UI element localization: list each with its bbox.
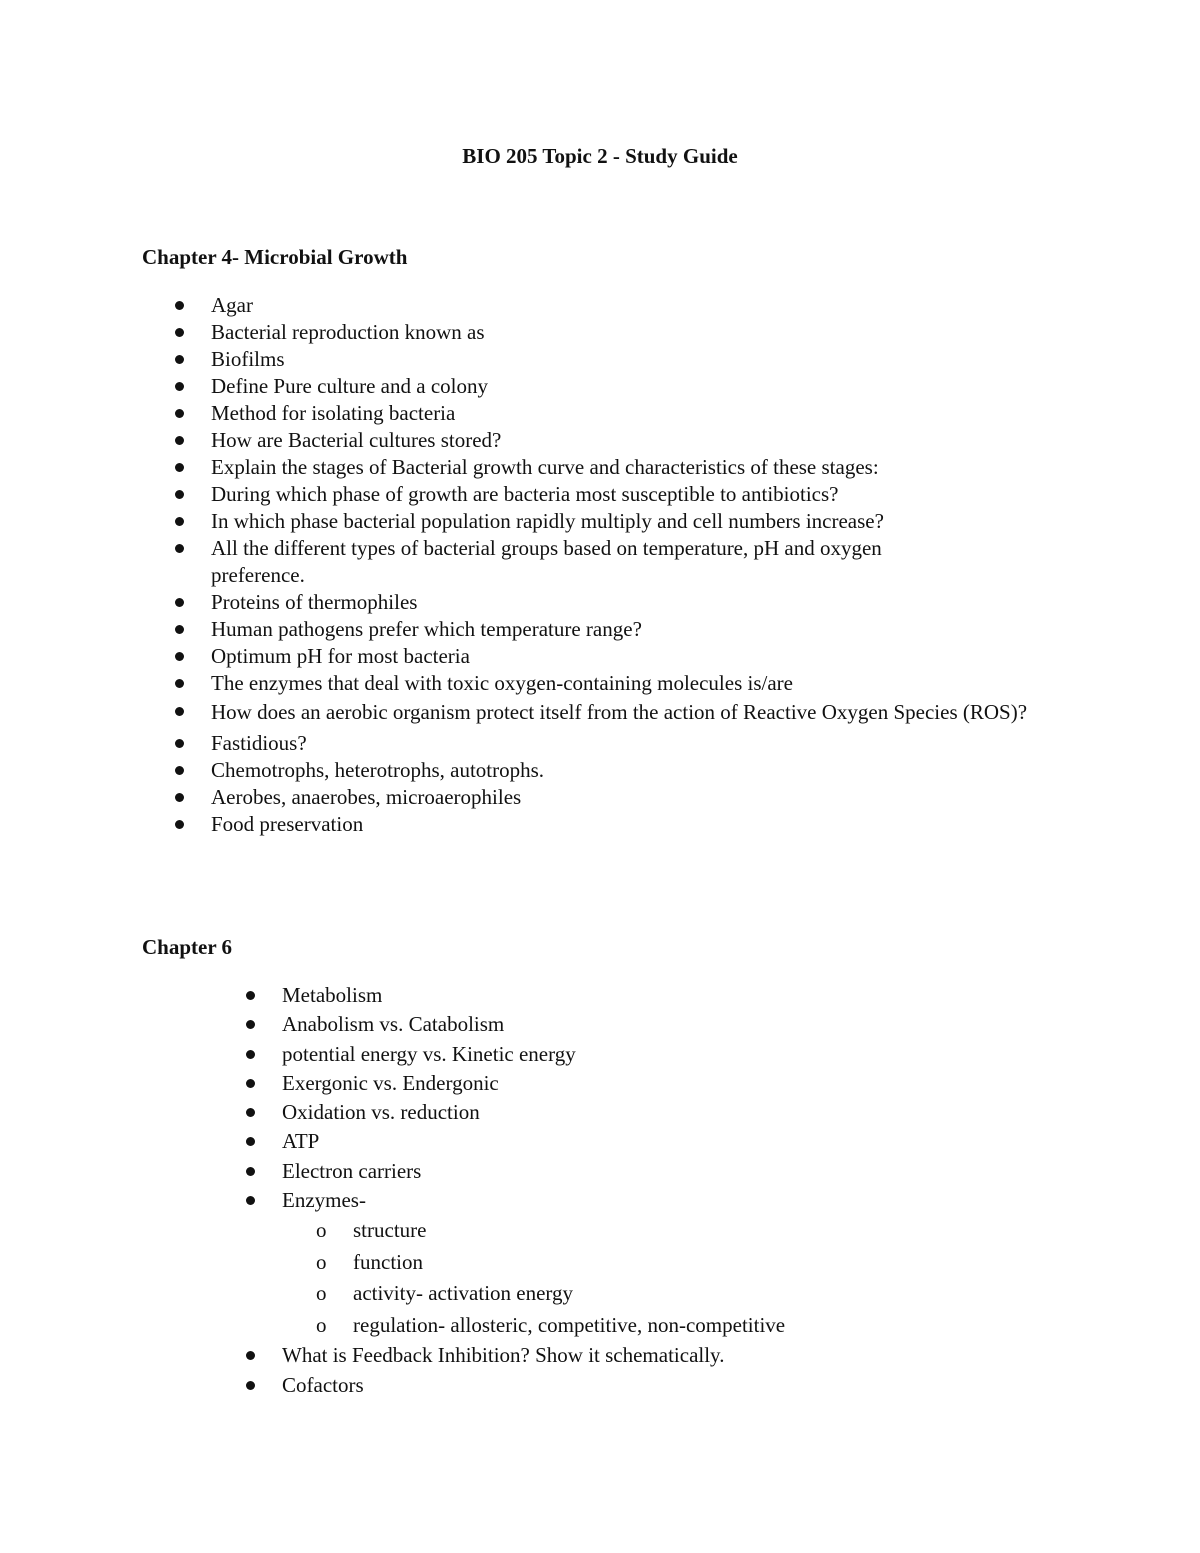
- bullet-icon: [175, 517, 184, 526]
- bullet-icon: [175, 679, 184, 688]
- bullet-icon: [175, 652, 184, 661]
- enzymes-sublist: [282, 1215, 1082, 1341]
- bullet-icon: [246, 1351, 255, 1360]
- bullet-icon: [175, 625, 184, 634]
- chapter-6-section: [142, 933, 1082, 1400]
- sub-list-item: o activity- activation energy: [282, 1278, 1082, 1310]
- list-item: Define Pure culture and a colony: [142, 373, 1082, 400]
- list-item: Bacterial reproduction known as: [142, 319, 1082, 346]
- sub-list-item: o regulation- allosteric, competitive, non-competitive: [282, 1310, 1082, 1342]
- bullet-icon: [175, 707, 184, 716]
- list-item: Biofilms: [142, 346, 1082, 373]
- list-item: What is Feedback Inhibition? Show it schematically.: [142, 1341, 1082, 1370]
- bullet-icon: [175, 766, 184, 775]
- bullet-icon: [175, 739, 184, 748]
- circle-bullet-icon: o: [316, 1312, 327, 1337]
- bullet-icon: [175, 820, 184, 829]
- list-item: Proteins of thermophiles: [142, 589, 1082, 616]
- list-item: Fastidious?: [142, 730, 1082, 757]
- list-item: Chemotrophs, heterotrophs, autotrophs.: [142, 757, 1082, 784]
- bullet-icon: [246, 1079, 255, 1088]
- bullet-icon: [246, 1050, 255, 1059]
- circle-bullet-icon: o: [316, 1281, 327, 1306]
- list-item: Aerobes, anaerobes, microaerophiles: [142, 784, 1082, 811]
- circle-bullet-icon: o: [316, 1249, 327, 1274]
- bullet-icon: [175, 490, 184, 499]
- bullet-icon: [246, 1137, 255, 1146]
- list-item: ATP: [142, 1127, 1082, 1156]
- chapter-4-section: [142, 243, 1082, 838]
- bullet-icon: [175, 793, 184, 802]
- bullet-icon: [246, 1167, 255, 1176]
- sub-list-item: o function: [282, 1247, 1082, 1279]
- bullet-icon: [246, 991, 255, 1000]
- chapter-4-heading: Chapter 4- Microbial Growth: [142, 245, 408, 269]
- list-item: Metabolism: [142, 981, 1082, 1010]
- bullet-icon: [175, 436, 184, 445]
- list-item: Explain the stages of Bacterial growth curve and characteristics of these stages:: [142, 454, 1082, 481]
- bullet-icon: [175, 598, 184, 607]
- list-item: Exergonic vs. Endergonic: [142, 1069, 1082, 1098]
- bullet-icon: [175, 301, 184, 310]
- list-item: Oxidation vs. reduction: [142, 1098, 1082, 1127]
- list-item: Cofactors: [142, 1371, 1082, 1400]
- list-item: The enzymes that deal with toxic oxygen-containing molecules is/are: [142, 670, 1082, 697]
- chapter-4-list: [142, 292, 1082, 838]
- chapter-6-heading: Chapter 6: [142, 935, 233, 959]
- bullet-icon: [175, 544, 184, 553]
- bullet-icon: [246, 1020, 255, 1029]
- bullet-icon: [175, 382, 184, 391]
- bullet-icon: [175, 328, 184, 337]
- bullet-icon: [246, 1196, 255, 1205]
- bullet-icon: [246, 1381, 255, 1390]
- list-item: Anabolism vs. Catabolism: [142, 1010, 1082, 1039]
- bullet-icon: [175, 409, 184, 418]
- list-item: Food preservation: [142, 811, 1082, 838]
- bullet-icon: [175, 463, 184, 472]
- bullet-icon: [246, 1108, 255, 1117]
- list-item: Agar: [142, 292, 1082, 319]
- list-item: potential energy vs. Kinetic energy: [142, 1040, 1082, 1069]
- list-item: Enzymes- o structure o function o activity- activation energy o regulation- allosteric, competitive, non-competitive: [142, 1186, 1082, 1341]
- circle-bullet-icon: o: [316, 1218, 327, 1243]
- list-item: Human pathogens prefer which temperature range?: [142, 616, 1082, 643]
- list-item: Optimum pH for most bacteria: [142, 643, 1082, 670]
- list-item: Method for isolating bacteria: [142, 400, 1082, 427]
- list-item: Electron carriers: [142, 1157, 1082, 1186]
- chapter-6-list: [142, 981, 1082, 1400]
- sub-list-item: o structure: [282, 1215, 1082, 1247]
- document-title: BIO 205 Topic 2 - Study Guide: [462, 144, 738, 168]
- list-item: During which phase of growth are bacteria most susceptible to antibiotics?: [142, 481, 1082, 508]
- list-item: How does an aerobic organism protect itself from the action of Reactive Oxygen Species (ROS)?: [142, 697, 1131, 727]
- list-item: In which phase bacterial population rapidly multiply and cell numbers increase?: [142, 508, 1082, 535]
- list-item: All the different types of bacterial groups based on temperature, pH and oxygen preference.: [142, 535, 971, 589]
- bullet-icon: [175, 355, 184, 364]
- list-item: How are Bacterial cultures stored?: [142, 427, 1082, 454]
